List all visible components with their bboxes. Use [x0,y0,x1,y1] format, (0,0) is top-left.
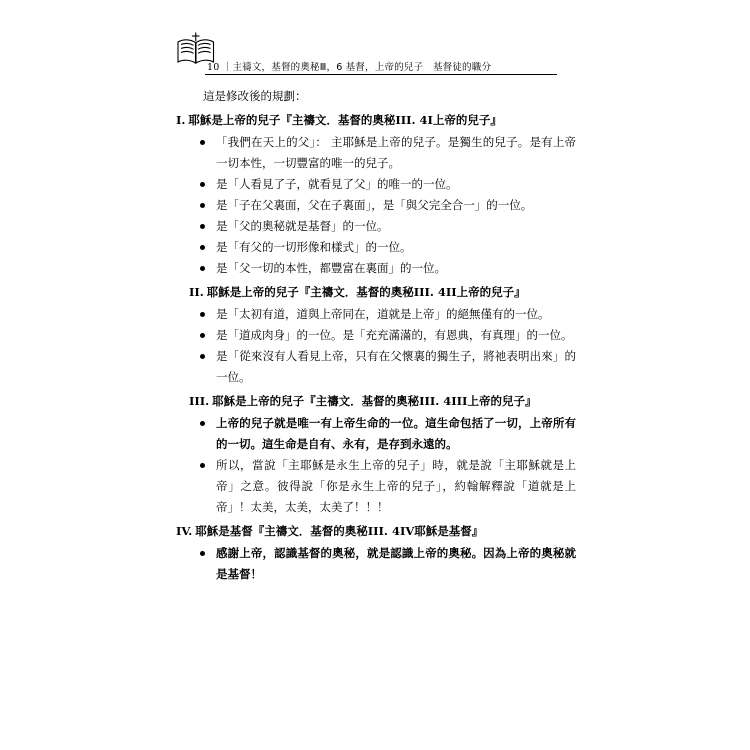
page-header [175,30,575,78]
section-number-1: I. [176,113,186,127]
list-item: 是「太初有道，道與上帝同在，道就是上帝」的絕無僅有的一位。 [176,304,576,325]
section-number-2: II. [189,285,204,299]
list-item: 是「從來沒有人看見上帝，只有在父懷裏的獨生子，將祂表明出來」的一位。 [176,346,576,388]
section-title-4: 耶穌是基督『主禱文．基督的奧秘III. 4IV耶穌是基督』 [195,524,484,538]
list-item: 是「父的奧秘就是基督」的一位。 [176,216,576,237]
list-item: 上帝的兒子就是唯一有上帝生命的一位。這生命包括了一切，上帝所有的一切。這生命是自有、永有，是存到永遠的。 [176,413,576,455]
intro-paragraph: 這是修改後的規劃： [203,89,307,103]
list-item: 所以，當說「主耶穌是永生上帝的兒子」時，就是說「主耶穌就是上帝」之意。彼得說「你是永生上帝的兒子」，約翰解釋說「道就是上帝」！太美，太美，太美了！！！ [176,455,576,518]
page-number: 10 [207,62,220,73]
section-heading-1 [176,110,576,131]
section-bullets-1 [176,132,576,279]
section-heading-4 [176,521,576,542]
list-item: 是「道成肉身」的一位。是「充充滿滿的，有恩典，有真理」的一位。 [176,325,576,346]
breadcrumb-separator: ｜ [222,62,233,73]
section-heading-3 [176,391,576,412]
section-number-4: IV. [176,524,193,538]
breadcrumb-text: 主禱文，基督的奧秘Ⅲ，6 基督，上帝的兒子 基督徒的職分 [232,62,492,73]
header-breadcrumb [207,59,491,73]
list-item: 「我們在天上的父」： 主耶穌是上帝的兒子。是獨生的兒子。是有上帝一切本性，一切豐富的唯一的兒子。 [176,132,576,174]
section-bullets-4 [176,543,576,585]
section-number-3: III. [189,394,210,408]
section-title-3: 耶穌是上帝的兒子『主禱文．基督的奧秘III. 4III上帝的兒子』 [212,394,537,408]
list-item: 是「有父的一切形像和樣式」的一位。 [176,237,576,258]
section-bullets-3 [176,413,576,518]
section-title-1: 耶穌是上帝的兒子『主禱文．基督的奧秘III. 4I上帝的兒子』 [188,113,502,127]
list-item: 感謝上帝，認識基督的奧秘，就是認識上帝的奧秘。因為上帝的奧秘就是基督！ [176,543,576,585]
list-item: 是「父一切的本性，都豐富在裏面」的一位。 [176,258,576,279]
section-title-2: 耶穌是上帝的兒子『主禱文．基督的奧秘III. 4II上帝的兒子』 [206,285,526,299]
list-item: 是「人看見了子，就看見了父」的唯一的一位。 [176,174,576,195]
section-heading-2 [176,282,576,303]
list-item: 是「子在父裏面，父在子裏面」，是「與父完全合一」的一位。 [176,195,576,216]
section-bullets-2 [176,304,576,388]
document-body [176,86,576,585]
header-rule [205,74,557,75]
